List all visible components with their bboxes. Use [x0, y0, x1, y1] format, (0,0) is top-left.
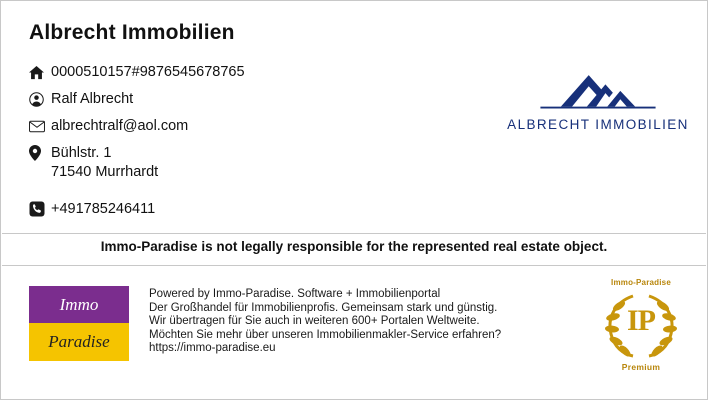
- premium-badge-top-label: Immo-Paradise: [611, 278, 671, 287]
- contact-row-address: [29, 144, 449, 182]
- immo-paradise-logo-line1: Immo: [59, 294, 99, 314]
- email-value[interactable]: albrechtralf@aol.com: [51, 118, 189, 134]
- contact-row-email: [29, 117, 449, 136]
- address-value: [51, 144, 158, 182]
- premium-badge-monogram: IP: [627, 304, 655, 337]
- immo-paradise-logo-bottom: [29, 323, 129, 361]
- immo-paradise-logo-top: [29, 286, 129, 323]
- footer-text-line-1: Powered by Immo-Paradise. Software + Immobilienportal: [149, 288, 441, 300]
- premium-badge: [593, 278, 689, 386]
- mountains-icon: [533, 69, 663, 109]
- footer-text-line-3: Wir übertragen für Sie auch in weiteren 600+ Portalen Weltweite.: [149, 315, 480, 327]
- footer-website-link[interactable]: https://immo-paradise.eu: [149, 342, 276, 354]
- person-icon: [29, 90, 51, 108]
- laurel-wreath-icon: [593, 288, 689, 364]
- premium-badge-bottom-label: Premium: [621, 362, 661, 372]
- contact-row-person: [29, 90, 449, 109]
- footer-text-line-2: Der Großhandel für Immobilienprofis. Gemeinsam stark und günstig.: [149, 301, 498, 314]
- contact-row-phone: [29, 200, 449, 219]
- company-logo: [503, 57, 693, 143]
- object-id-value: 0000510157#9876545678765: [51, 64, 245, 80]
- contact-row-object-id: [29, 63, 449, 82]
- immo-paradise-logo[interactable]: [29, 286, 129, 361]
- address-line-2: 71540 Murrhardt: [51, 164, 159, 180]
- phone-value[interactable]: +491785246411: [51, 201, 156, 217]
- footer-text-line-4: Möchten Sie mehr über unseren Immobilienmakler-Service erfahren?: [149, 328, 502, 341]
- envelope-icon: [29, 117, 51, 135]
- address-line-1: Bühlstr. 1: [51, 145, 112, 161]
- contact-block: [29, 63, 449, 227]
- footer: [1, 266, 707, 398]
- company-logo-text: ALBRECHT IMMOBILIEN: [507, 116, 689, 132]
- footer-text-block: [149, 288, 569, 356]
- page-title: Albrecht Immobilien: [29, 21, 235, 44]
- phone-icon: [29, 200, 51, 218]
- map-pin-icon: [29, 144, 51, 162]
- home-icon: [29, 63, 51, 81]
- person-name-value: Ralf Albrecht: [51, 91, 134, 107]
- immo-paradise-logo-line2: Paradise: [48, 332, 110, 351]
- disclaimer-text: Immo-Paradise is not legally responsible for the represented real estate object.: [100, 239, 608, 254]
- divider-top: [2, 233, 706, 234]
